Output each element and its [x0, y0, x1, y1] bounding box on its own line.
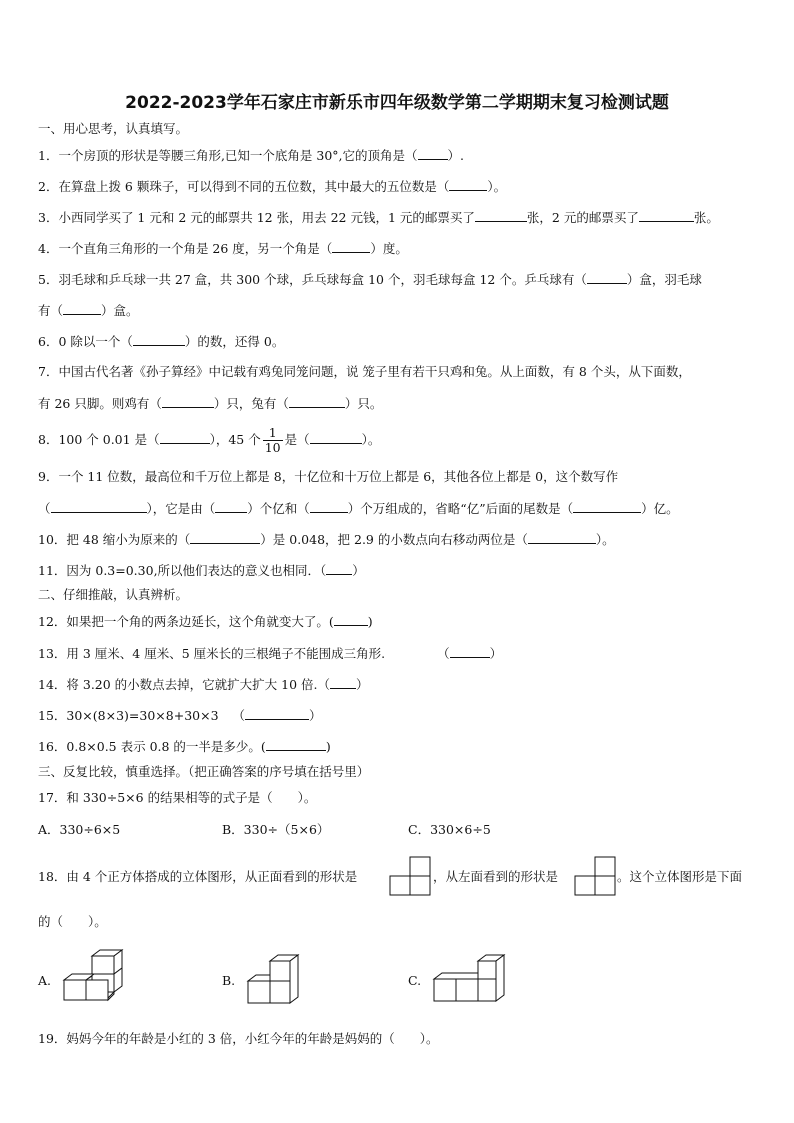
- q18-option-a: A.: [38, 973, 52, 988]
- question-14: 14．将 3.20 的小数点去掉，它就扩大扩大 10 倍.（ ）: [38, 677, 369, 692]
- question-8: 8．100 个 0.01 是（ ），45 个 $\frac{1}{10}$ 是（ ）。: [38, 425, 381, 455]
- question-9-line-2: （ ），它是由（ ）个亿和（ ）个万组成的，省略“亿”后面的尾数是（ ）亿。: [38, 501, 679, 516]
- question-4: 4．一个直角三角形的一个角是 26 度，另一个角是（ ）度。: [38, 241, 408, 256]
- question-12: 12．如果把一个角的两条边延长，这个角就变大了。( ): [38, 614, 373, 629]
- question-18-part-2: ，从左面看到的形状是: [433, 869, 559, 884]
- question-18-part-4: 的（ ）。: [38, 914, 107, 929]
- q17-option-b: B．330÷（5×6）: [222, 822, 330, 837]
- q18-option-c-figure: [432, 953, 506, 1005]
- front-view-figure: [389, 856, 431, 896]
- q18-option-b: B.: [222, 973, 236, 988]
- section-3-heading: 三、反复比较，慎重选择。（把正确答案的序号填在括号里）: [38, 764, 370, 779]
- question-7-line-2: 有 26 只脚。则鸡有（ ）只，兔有（ ）只。: [38, 396, 383, 411]
- fraction-one-tenth: $\frac{1}{10}$: [264, 425, 281, 455]
- q17-option-a: A．330÷6×5: [38, 822, 121, 837]
- q18-option-c: C.: [408, 973, 422, 988]
- question-11: 11．因为 0.3=0.30,所以他们表达的意义也相同．（ ）: [38, 563, 365, 578]
- q18-option-a-figure: [62, 946, 126, 1010]
- question-1: 1．一个房顶的形状是等腰三角形,已知一个底角是 30°,它的顶角是（ ）.: [38, 148, 465, 163]
- question-5-line-2: 有（ ）盒。: [38, 303, 139, 318]
- section-1-heading: 一、用心思考，认真填写。: [38, 121, 189, 136]
- left-view-figure: [574, 856, 616, 896]
- question-13: 13．用 3 厘米、4 厘米、5 厘米长的三根绳子不能围成三角形. （ ）: [38, 646, 503, 661]
- question-6: 6．0 除以一个（ ）的数，还得 0。: [38, 334, 285, 349]
- q17-option-c: C．330×6÷5: [408, 822, 491, 837]
- question-7-line-1: 7．中国古代名著《孙子算经》中记载有鸡兔同笼问题，说 笼子里有若干只鸡和兔。从上面数，有 8 个头，从下面数，: [38, 364, 691, 379]
- question-3: 3．小西同学买了 1 元和 2 元的邮票共 12 张，用去 22 元钱，1 元的邮票买了 张，2 元的邮票买了 张。: [38, 210, 719, 225]
- question-5-line-1: 5．羽毛球和乒乓球一共 27 盒，共 300 个球，乒乓球每盒 10 个，羽毛球每盒 12 个。乒乓球有（ ）盒，羽毛球: [38, 272, 702, 287]
- question-19: 19．妈妈今年的年龄是小红的 3 倍，小红今年的年龄是妈妈的（ ）。: [38, 1031, 439, 1046]
- q18-option-b-figure: [246, 953, 302, 1007]
- question-16: 16．0.8×0.5 表示 0.8 的一半是多少。( ): [38, 739, 331, 754]
- question-17: 17．和 330÷5×6 的结果相等的式子是（ ）。: [38, 790, 317, 805]
- section-2-heading: 二、仔细推敲，认真辨析。: [38, 587, 189, 602]
- page-title: 2022-2023学年石家庄市新乐市四年级数学第二学期期末复习检测试题: [125, 93, 669, 113]
- question-18-part-1: 18．由 4 个正方体搭成的立体图形，从正面看到的形状是: [38, 869, 358, 884]
- question-10: 10．把 48 缩小为原来的（ ）是 0.048，把 2.9 的小数点向右移动两位是（ ）。: [38, 532, 615, 547]
- question-15: 15．30×(8×3)=30×8+30×3 （ ）: [38, 708, 322, 723]
- question-9-line-1: 9．一个 11 位数，最高位和千万位上都是 8，十亿位和十万位上都是 6，其他各位上都是 0，这个数写作: [38, 469, 619, 484]
- question-18-part-3: 。这个立体图形是下面: [617, 869, 743, 884]
- question-2: 2．在算盘上拨 6 颗珠子，可以得到不同的五位数，其中最大的五位数是（ ）。: [38, 179, 507, 194]
